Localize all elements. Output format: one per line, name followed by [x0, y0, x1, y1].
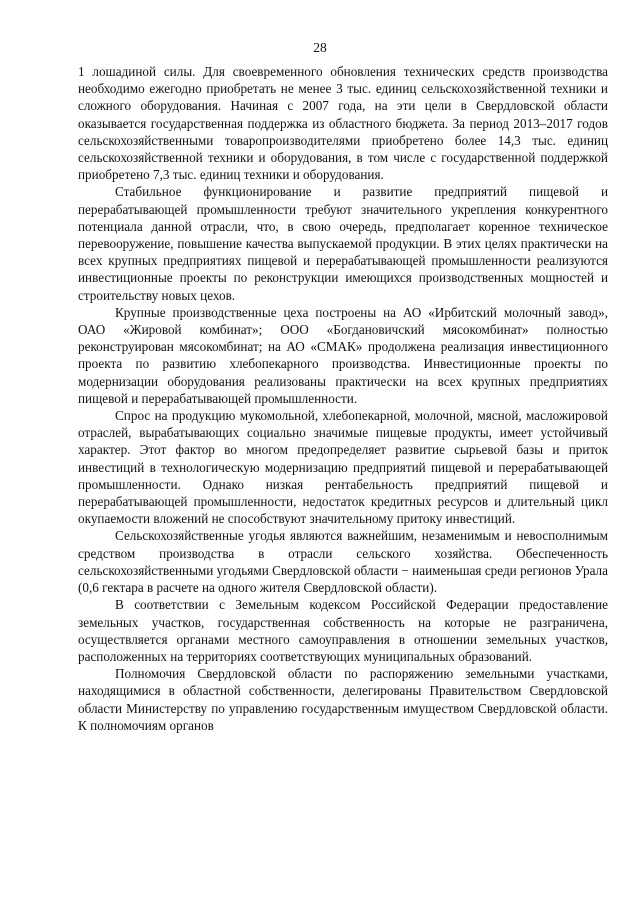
paragraph-land-authority: Полномочия Свердловской области по распоряжению земельными участками, находящимися в областной собственности, делегированы Правительством Свердловской области Министерству по управлению государственным имуществом Свердловской области. К полномочиям органов	[78, 666, 608, 733]
paragraph-food-industry-development: Стабильное функционирование и развитие предприятий пищевой и перерабатывающей промышленности требуют значительного укрепления конкурентного потенциала данной отрасли, что, в свою очередь, предполагает коренное техническое перевооружение, повышение качества выпускаемой продукции. В этих целях практически на всех крупных предприятиях пищевой и перерабатывающей промышленности реализуются инвестиционные проекты по реконструкции имеющихся производственных мощностей и строительству новых цехов.	[78, 184, 608, 303]
paragraph-production-workshops: Крупные производственные цеха построены на АО «Ирбитский молочный завод», ОАО «Жировой комбинат»; ООО «Богдановичский мясокомбинат» полностью реконструирован мясокомбинат; на АО «СМАК» продолжена реализация инвестиционного проекта по развитию хлебопекарного производства. Инвестиционные проекты по модернизации оборудования реализованы практически на всех крупных предприятиях пищевой и перерабатывающей промышленности.	[78, 304, 608, 406]
paragraph-machinery-renewal: 1 лошадиной силы. Для своевременного обновления технических средств производства необходимо ежегодно приобретать не менее 3 тыс. единиц сельскохозяйственной техники и сложного оборудования. Начиная с 2007 года, на эти цели в Свердловской области оказывается государственная поддержка из областного бюджета. За период 2013–2017 годов сельскохозяйственными товаропроизводителями приобретено более 14,3 тыс. единиц сельскохозяйственной техники и оборудования, в том числе с государственной поддержкой приобретено 7,3 тыс. единиц техники и оборудования.	[78, 64, 608, 183]
page-number: 28	[313, 40, 327, 55]
body-text	[78, 63, 608, 734]
paragraph-land-code: В соответствии с Земельным кодексом Российской Федерации предоставление земельных участков, государственная собственность на которые не разграничена, осуществляется органами местного самоуправления в отношении земельных участков, расположенных на территориях соответствующих муниципальных образований.	[78, 597, 608, 664]
paragraph-agricultural-land: Сельскохозяйственные угодья являются важнейшим, незаменимым и невосполнимым средством производства в отрасли сельского хозяйства. Обеспеченность сельскохозяйственными угодьями Свердловской области − наименьшая среди регионов Урала (0,6 гектара в расчете на одного жителя Свердловской области).	[78, 528, 608, 596]
paragraph-product-demand: Спрос на продукцию мукомольной, хлебопекарной, молочной, мясной, масложировой отраслей, вырабатывающих социально значимые пищевые продукты, имеет устойчивый характер. Этот фактор во многом предопределяет развитие сырьевой базы и приток инвестиций в технологическую модернизацию предприятий пищевой и перерабатывающей промышленности. Однако низкая рентабельность предприятий пищевой и перерабатывающей промышленности, недостаток кредитных ресурсов и длительный цикл окупаемости вложений не способствуют значительному притоку инвестиций.	[78, 408, 608, 527]
